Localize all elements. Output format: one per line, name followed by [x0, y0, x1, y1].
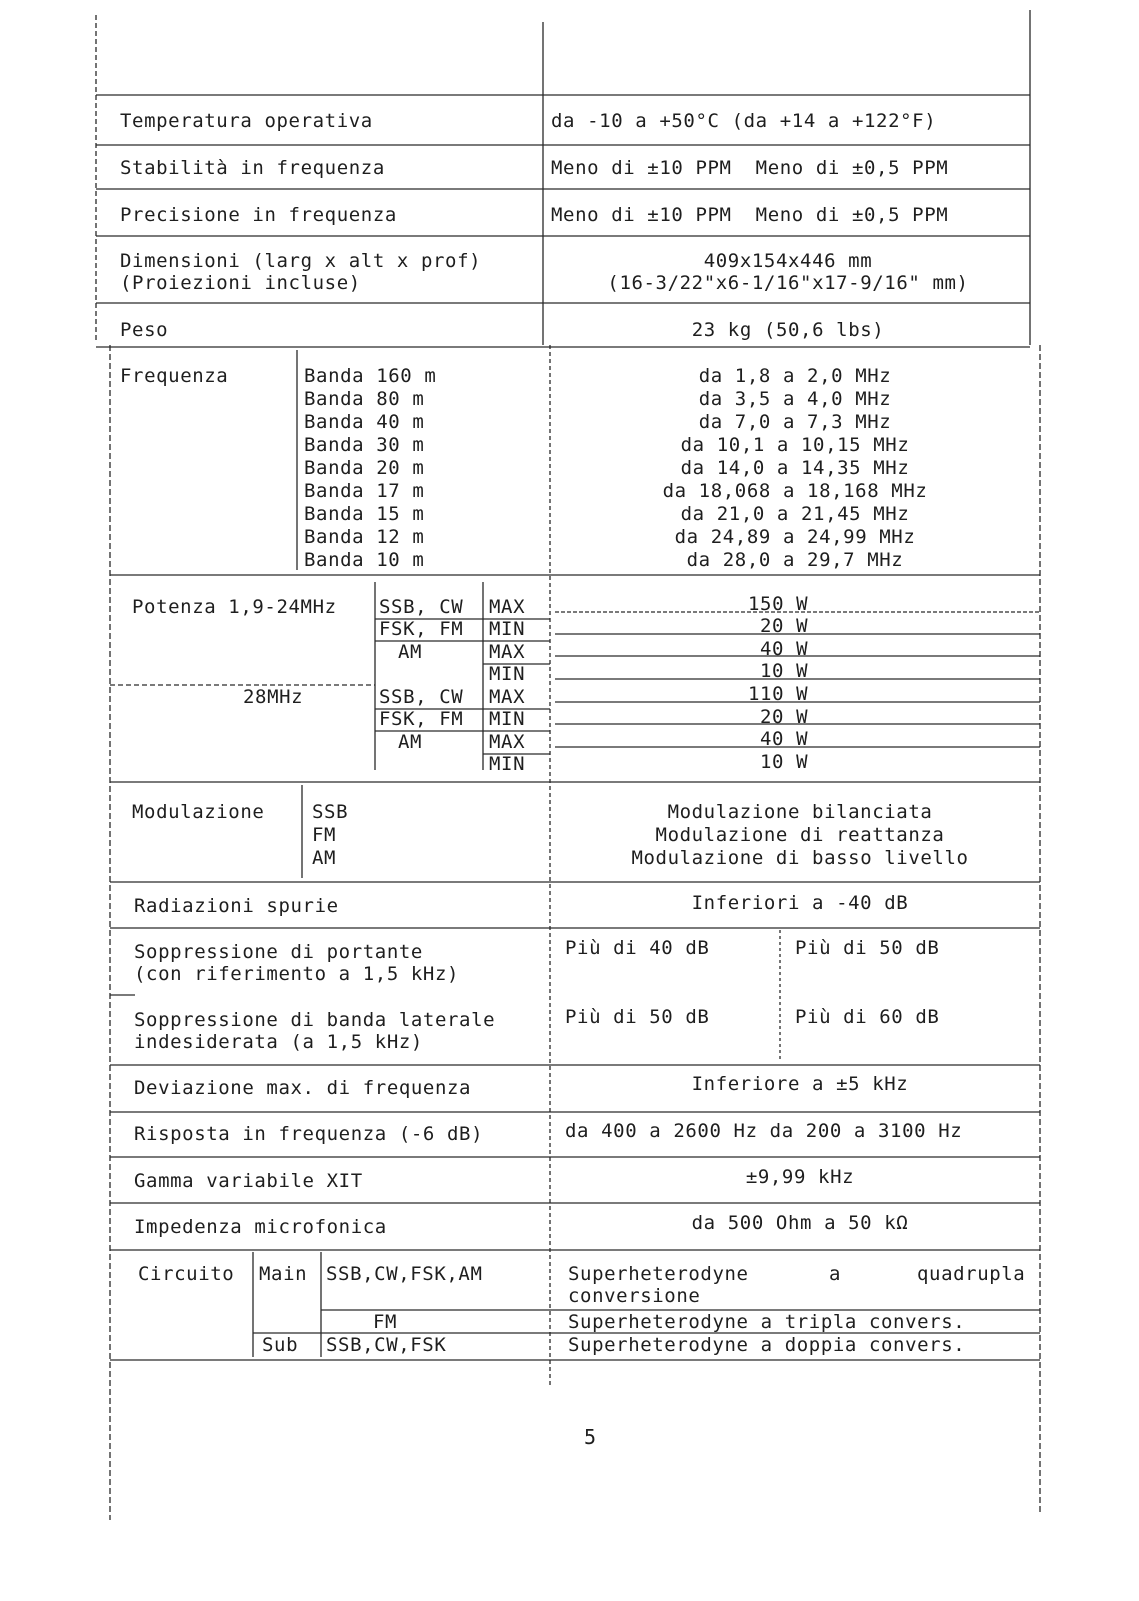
row-label-impedenza: Impedenza microfonica	[134, 1216, 387, 1238]
row-value-precisione: Meno di ±10 PPM Meno di ±0,5 PPM	[551, 204, 949, 226]
range-item: da 21,0 a 21,45 MHz	[680, 503, 910, 525]
band-item: Banda 80 m	[304, 388, 425, 410]
power-watts: 40 W	[760, 728, 809, 750]
row-value-banda-2: Più di 60 dB	[795, 1006, 940, 1028]
circuit-sub-label: Sub	[262, 1334, 299, 1356]
power-level: MIN	[489, 753, 526, 775]
mod-mode: SSB	[312, 801, 349, 823]
row-value-peso: 23 kg (50,6 lbs)	[691, 319, 885, 341]
range-item: da 24,89 a 24,99 MHz	[674, 526, 916, 548]
power-watts: 40 W	[760, 638, 809, 660]
row-value-stabilita: Meno di ±10 PPM Meno di ±0,5 PPM	[551, 157, 949, 179]
range-item: da 10,1 a 10,15 MHz	[680, 434, 910, 456]
row-value-deviazione: Inferiore a ±5 kHz	[691, 1073, 909, 1095]
power-level: MAX	[489, 641, 526, 663]
circuit-main-desc: quadrupla	[917, 1263, 1026, 1285]
mode-ssb-cw: SSB, CW	[379, 596, 464, 618]
row-label-soppressione-portante: Soppressione di portante (con riferimento a 1,5 kHz)	[134, 941, 460, 985]
row-label-modulazione: Modulazione	[132, 801, 265, 823]
row-label-potenza: Potenza 1,9-24MHz	[132, 596, 337, 618]
power-watts: 20 W	[760, 706, 809, 728]
row-value-banda-1: Più di 50 dB	[565, 1006, 710, 1028]
circuit-main-modes: SSB,CW,FSK,AM	[326, 1263, 483, 1285]
power-level: MIN	[489, 708, 526, 730]
mod-type: Modulazione di reattanza	[655, 824, 945, 846]
row-label-circuito: Circuito	[138, 1263, 235, 1285]
row-value-radiazioni: Inferiori a -40 dB	[691, 892, 909, 914]
mode-am: AM	[398, 641, 423, 663]
row-label-peso: Peso	[120, 319, 169, 341]
row-value-risposta: da 400 a 2600 Hz da 200 a 3100 Hz	[565, 1120, 963, 1142]
circuit-main-desc: Superheterodyne	[568, 1263, 749, 1285]
power-watts: 150 W	[748, 593, 809, 615]
power-level: MIN	[489, 618, 526, 640]
circuit-main-desc: conversione	[568, 1285, 701, 1307]
row-label-potenza-28mhz: 28MHz	[243, 686, 304, 708]
row-label-dimensioni: Dimensioni (larg x alt x prof) (Proiezioni incluse)	[120, 250, 482, 294]
power-level: MIN	[489, 663, 526, 685]
power-watts: 10 W	[760, 660, 809, 682]
circuit-sub-modes: SSB,CW,FSK	[326, 1334, 447, 1356]
power-level: MAX	[489, 686, 526, 708]
circuit-fm-desc: Superheterodyne a tripla convers.	[568, 1311, 966, 1333]
mod-type: Modulazione di basso livello	[631, 847, 969, 869]
band-item: Banda 160 m	[304, 365, 437, 387]
band-item: Banda 40 m	[304, 411, 425, 433]
page-number: 5	[584, 1425, 597, 1449]
mode-am: AM	[398, 731, 423, 753]
range-item: da 1,8 a 2,0 MHz	[698, 365, 892, 387]
power-watts: 10 W	[760, 751, 809, 773]
mod-type: Modulazione bilanciata	[667, 801, 933, 823]
row-label-soppressione-banda: Soppressione di banda laterale indesiderata (a 1,5 kHz)	[134, 1009, 496, 1053]
range-item: da 18,068 a 18,168 MHz	[662, 480, 928, 502]
row-value-portante-2: Più di 50 dB	[795, 937, 940, 959]
band-item: Banda 15 m	[304, 503, 425, 525]
row-value-temperatura: da -10 a +50°C (da +14 a +122°F)	[551, 110, 937, 132]
row-label-deviazione: Deviazione max. di frequenza	[134, 1077, 472, 1099]
mod-mode: FM	[312, 824, 337, 846]
power-watts: 110 W	[748, 683, 809, 705]
band-item: Banda 17 m	[304, 480, 425, 502]
circuit-fm-label: FM	[373, 1311, 398, 1333]
row-label-frequenza: Frequenza	[120, 365, 229, 387]
band-item: Banda 30 m	[304, 434, 425, 456]
circuit-main-desc: a	[829, 1263, 842, 1285]
row-label-risposta: Risposta in frequenza (-6 dB)	[134, 1123, 484, 1145]
mode-fsk-fm: FSK, FM	[379, 618, 464, 640]
row-value-dimensioni: 409x154x446 mm (16-3/22"x6-1/16"x17-9/16" mm)	[607, 250, 969, 294]
range-item: da 28,0 a 29,7 MHz	[686, 549, 904, 571]
band-item: Banda 12 m	[304, 526, 425, 548]
circuit-main-label: Main	[259, 1263, 308, 1285]
range-item: da 14,0 a 14,35 MHz	[680, 457, 910, 479]
row-label-stabilita: Stabilità in frequenza	[120, 157, 385, 179]
row-label-xit: Gamma variabile XIT	[134, 1170, 363, 1192]
row-label-precisione: Precisione in frequenza	[120, 204, 397, 226]
row-value-portante-1: Più di 40 dB	[565, 937, 710, 959]
power-level: MAX	[489, 731, 526, 753]
row-label-radiazioni: Radiazioni spurie	[134, 895, 339, 917]
mod-mode: AM	[312, 847, 337, 869]
mode-fsk-fm: FSK, FM	[379, 708, 464, 730]
row-label-temperatura: Temperatura operativa	[120, 110, 373, 132]
row-value-xit: ±9,99 kHz	[745, 1166, 855, 1188]
power-level: MAX	[489, 596, 526, 618]
power-watts: 20 W	[760, 615, 809, 637]
mode-ssb-cw: SSB, CW	[379, 686, 464, 708]
band-item: Banda 10 m	[304, 549, 425, 571]
range-item: da 3,5 a 4,0 MHz	[698, 388, 892, 410]
range-item: da 7,0 a 7,3 MHz	[698, 411, 892, 433]
row-value-impedenza: da 500 Ohm a 50 kΩ	[691, 1212, 909, 1234]
circuit-sub-desc: Superheterodyne a doppia convers.	[568, 1334, 966, 1356]
band-item: Banda 20 m	[304, 457, 425, 479]
